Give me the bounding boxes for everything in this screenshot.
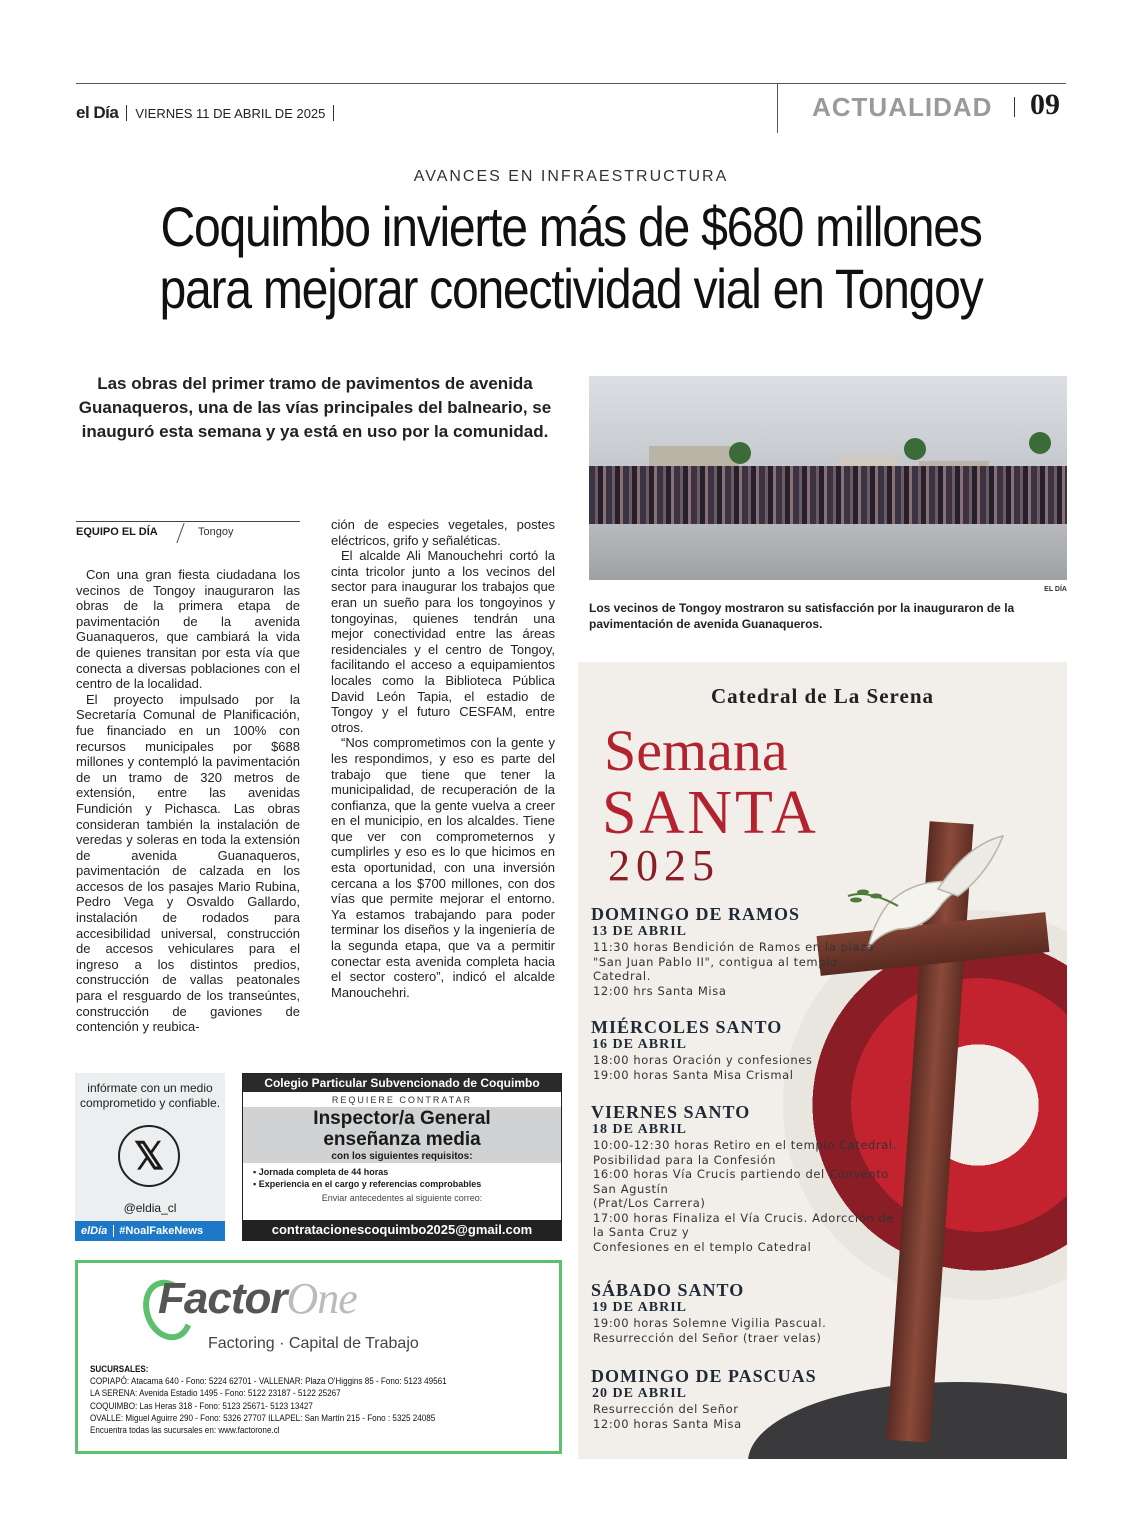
photo-credit: EL DÍA <box>1044 586 1067 593</box>
semana-santa-cathedral: Catedral de La Serena <box>710 684 934 708</box>
photo-caption: Los vecinos de Tongoy mostraron su satisfacción por la inauguraron de la pavimentación de avenida Guanaqueros. <box>589 601 1015 631</box>
article-column-2 <box>331 517 555 1000</box>
x-logo-icon: 𝕏 <box>118 1125 180 1187</box>
article-lead: Las obras del primer tramo de pavimentos de avenida Guanaqueros, una de las vías principales del balneario, se inauguró esta semana y ya está en uso por la comunidad. <box>78 374 552 442</box>
brand-logo: el Día <box>76 103 119 122</box>
event-miercoles-santo: MIÉRCOLES SANTO 16 DE ABRIL 18:00 horas Oración y confesiones 19:00 horas Santa Misa Crismal <box>591 1017 813 1082</box>
twitter-ad-brand: elDía <box>81 1225 108 1237</box>
job-ad-requirement: ▪ Jornada completa de 44 horas <box>253 1166 389 1177</box>
header-rule <box>76 83 1066 84</box>
event-domingo-pascuas: DOMINGO DE PASCUAS 20 DE ABRIL Resurrección del Señor 12:00 horas Santa Misa <box>591 1366 817 1431</box>
byline: EQUIPO EL DÍA <box>76 526 158 538</box>
event-viernes-santo: VIERNES SANTO 18 DE ABRIL 10:00-12:30 horas Retiro en el templo Catedral. Posibilidad para la Confesión 16:00 horas Vía Crucis partiendo del Convento San Agustín (Prat/Los Carrera) 17:00 horas Finaliza el Vía Crucis. Adorcción de la Santa Cruz y Confesiones en el templo Catedral <box>591 1102 897 1254</box>
job-ad-requirement: ▪ Experiencia en el cargo y referencias comprobables <box>253 1178 482 1189</box>
job-ad-send: Enviar antecedentes al siguiente correo: <box>321 1192 483 1203</box>
job-ad-school: Colegio Particular Subvencionado de Coquimbo <box>243 1074 561 1092</box>
paragraph: El proyecto impulsado por la Secretaría Comunal de Planificación, fue financiado en un 100% con recursos municipales por $688 millones y contempló la pavimentación de un tramo de 320 metros de extensión, entre las avenidas Fundición y Pichasca. Las obras consideran también la instalación de veredas y soleras en toda la extensión de avenida Guanaqueros, pavimentación de calzada en los accesos de los pasajes Mario Rubina, Pedro Vega y Osvaldo Gallardo, instalación de rodados para accesibilidad universal, construcción de accesos vehiculares para el ingreso a los distintos predios, construcción de vallas peatonales para el resguardo de los transeúntes, construcción de gaviones de contención y reubica- <box>76 691 300 1035</box>
article-headline <box>114 196 1027 319</box>
factor-one-tagline: Factoring · Capital de Trabajo <box>208 1335 419 1352</box>
twitter-ad-text: infórmate con un medio comprometido y confiable. <box>79 1081 221 1110</box>
header-vertical-rule <box>777 84 778 133</box>
semana-santa-word2: SANTA <box>602 779 819 847</box>
twitter-ad-tag: #NoalFakeNews <box>119 1225 204 1237</box>
job-ad <box>242 1073 562 1241</box>
page-number: 09 <box>1030 88 1060 121</box>
paragraph: ción de especies vegetales, postes eléctricos, grifo y señaléticas. <box>331 517 555 548</box>
job-ad-title-2: enseñanza media <box>323 1128 481 1150</box>
event-sabado-santo: SÁBADO SANTO 19 DE ABRIL 19:00 horas Solemne Vigilia Pascual. Resurrección del Señor (traer velas) <box>591 1280 827 1345</box>
byline-rule <box>76 521 300 522</box>
twitter-ad <box>75 1073 225 1241</box>
article-photo <box>589 376 1067 580</box>
page-divider <box>1014 97 1015 117</box>
paragraph: El alcalde Ali Manouchehri cortó la cinta tricolor junto a los vecinos del sector para inaugurar los trabajos que eran un sueño para los tongoyinos y tongoyinas, quienes tendrán una mejor conectividad entre las áreas residenciales y el centro de Tongoy, facilitando el acceso a equipamientos locales como la Biblioteca Pública David León Tapia, el estadio de Tongoy y el futuro CESFAM, entre otros. <box>331 548 555 735</box>
paragraph: “Nos comprometimos con la gente y les respondimos, y eso es parte del trabajo que tiene que tener la municipalidad, de recuperación de la confianza, que la gente vuelva a creer en el municipio, en los alcaldes. Tiene que ver con comprometernos y cumplirles y eso es lo que hicimos en esta oportunidad, con una inversión cercana a los $700 millones, con dos vías que permite mejorar el entorno. Ya estamos trabajando para poder terminar los diseños y la ingeniería de la segunda etapa, que va a permitir conectar esta avenida completa hacia el sector costero”, indicó el alcalde Manouchehri. <box>331 735 555 1000</box>
job-ad-subtitle: con los siguientes requisitos: <box>331 1150 473 1162</box>
byline-divider <box>176 523 184 543</box>
headline-line-1: Coquimbo invierte más de $680 millones <box>160 195 982 258</box>
factor-one-ad <box>75 1260 562 1454</box>
twitter-handle: @eldia_cl <box>123 1201 177 1215</box>
factor-one-branches: SUCURSALES: COPIAPÓ: Atacama 640 - Fono: 5224 62701 - VALLENAR: Plaza O'Higgins 85 - Fono: 5123 49561 LA SERENA: Avenida Estadio 1495 - Fono: 5122 23187 - 5122 25267 COQUIMBO: Las Heras 318 - Fono: 5123 25671- 5123 13427 OVALLE: Miguel Aguirre 290 - Fono: 5326 27707 ILLAPEL: San Martín 215 - Fono : 5325 24085 Encuentra todas las sucursales en: www.factorone.cl <box>90 1364 447 1436</box>
header-divider <box>333 105 334 121</box>
section-name: ACTUALIDAD <box>812 92 993 122</box>
header-divider <box>126 105 127 121</box>
headline-line-2: para mejorar conectividad vial en Tongoy <box>159 256 983 320</box>
article-column-1 <box>76 567 300 1035</box>
job-ad-email[interactable]: contratacionescoquimbo2025@gmail.com <box>243 1220 561 1240</box>
event-domingo-ramos: DOMINGO DE RAMOS 13 DE ABRIL 11:30 horas Bendición de Ramos en la plaza "San Juan Pablo II", contigua al templo Catedral. 12:00 hrs Santa Misa <box>591 904 875 998</box>
article-kicker: AVANCES EN INFRAESTRUCTURA <box>413 168 729 185</box>
issue-date: VIERNES 11 DE ABRIL DE 2025 <box>135 105 326 121</box>
job-ad-title-block <box>243 1107 561 1163</box>
paragraph: Con una gran fiesta ciudadana los vecinos de Tongoy inauguraron las obras de la primera etapa de pavimentación de la avenida Guanaqueros, que cambiará la vida de quienes transitan por esta vía que conecta a diversas poblaciones con el centro de la localidad. <box>76 567 300 692</box>
job-ad-title-1: Inspector/a General <box>313 1108 491 1129</box>
semana-santa-word1: Semana <box>604 718 788 783</box>
road <box>589 524 1067 580</box>
job-ad-requires: REQUIERE CONTRATAR <box>331 1095 473 1105</box>
semana-santa-year: 2025 <box>608 841 720 890</box>
byline-location: Tongoy <box>198 526 234 538</box>
twitter-ad-bar <box>75 1221 225 1241</box>
factor-one-logo: FactorOne <box>158 1274 357 1323</box>
header-left <box>76 103 334 123</box>
crowd <box>589 466 1067 526</box>
semana-santa-ad <box>578 662 1067 1459</box>
